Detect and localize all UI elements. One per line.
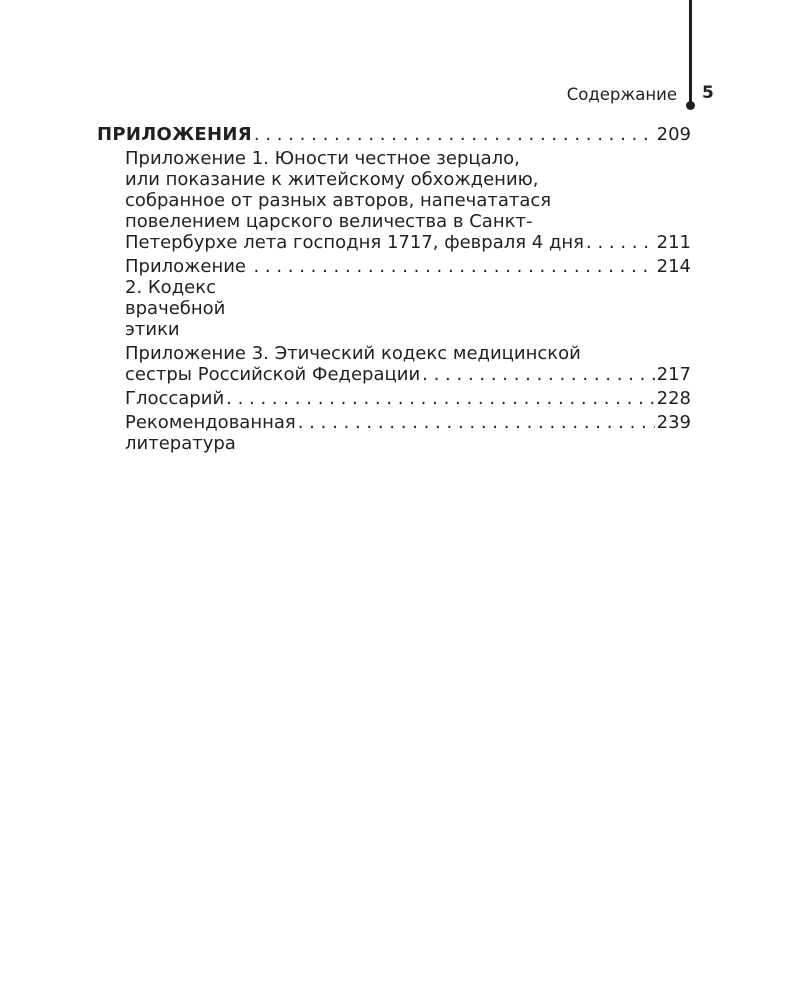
toc-dot-leader (254, 124, 655, 145)
toc-entry-title-line: Приложение 1. Юности честное зерцало, (125, 148, 520, 169)
running-head: Содержание (566, 85, 677, 104)
toc-entry-title-line: повелением царского величества в Санкт- (125, 211, 533, 232)
toc-dot-leader (253, 256, 654, 277)
toc-entry-title-line: сестры Российской Федерации (125, 364, 421, 385)
toc-entry-title: Рекомендованная литература (125, 412, 296, 454)
toc-dot-leader (226, 388, 655, 409)
toc-entry-page: 239 (656, 412, 691, 433)
toc-dot-leader (422, 364, 654, 385)
toc-entry-title: Приложение 2. Кодекс врачебной этики (125, 256, 247, 340)
header-rule-dot (686, 101, 695, 110)
toc-dot-leader (586, 232, 655, 253)
toc-entry-title-line: Приложение 3. Этический кодекс медицинской (125, 343, 581, 364)
toc-dot-leader (298, 412, 655, 433)
toc-entry-page: 214 (656, 256, 691, 277)
toc-entry-appendix-2[interactable] (97, 256, 691, 340)
page-number: 5 (702, 83, 714, 103)
toc-entry-title-line: Петербурхе лета господня 1717, февраля 4 дня (125, 232, 584, 253)
toc-entry-glossary[interactable] (97, 388, 691, 409)
table-of-contents (97, 124, 691, 454)
toc-entry-title-line: собранное от разных авторов, напечататася (125, 190, 552, 211)
toc-entry-page: 209 (656, 124, 691, 145)
toc-entry-appendices[interactable] (97, 124, 691, 145)
toc-entry-appendix-3[interactable] (97, 343, 691, 385)
toc-entry-literature[interactable] (97, 412, 691, 454)
toc-entry-page: 217 (656, 364, 691, 385)
toc-entry-appendix-1[interactable] (97, 148, 691, 253)
toc-entry-page: 211 (656, 232, 691, 253)
toc-entry-title: Глоссарий (125, 388, 225, 409)
toc-entry-title: ПРИЛОЖЕНИЯ (97, 124, 252, 145)
toc-entry-title-line: или показание к житейскому обхождению, (125, 169, 539, 190)
header-vertical-rule (689, 0, 692, 104)
toc-entry-page: 228 (656, 388, 691, 409)
